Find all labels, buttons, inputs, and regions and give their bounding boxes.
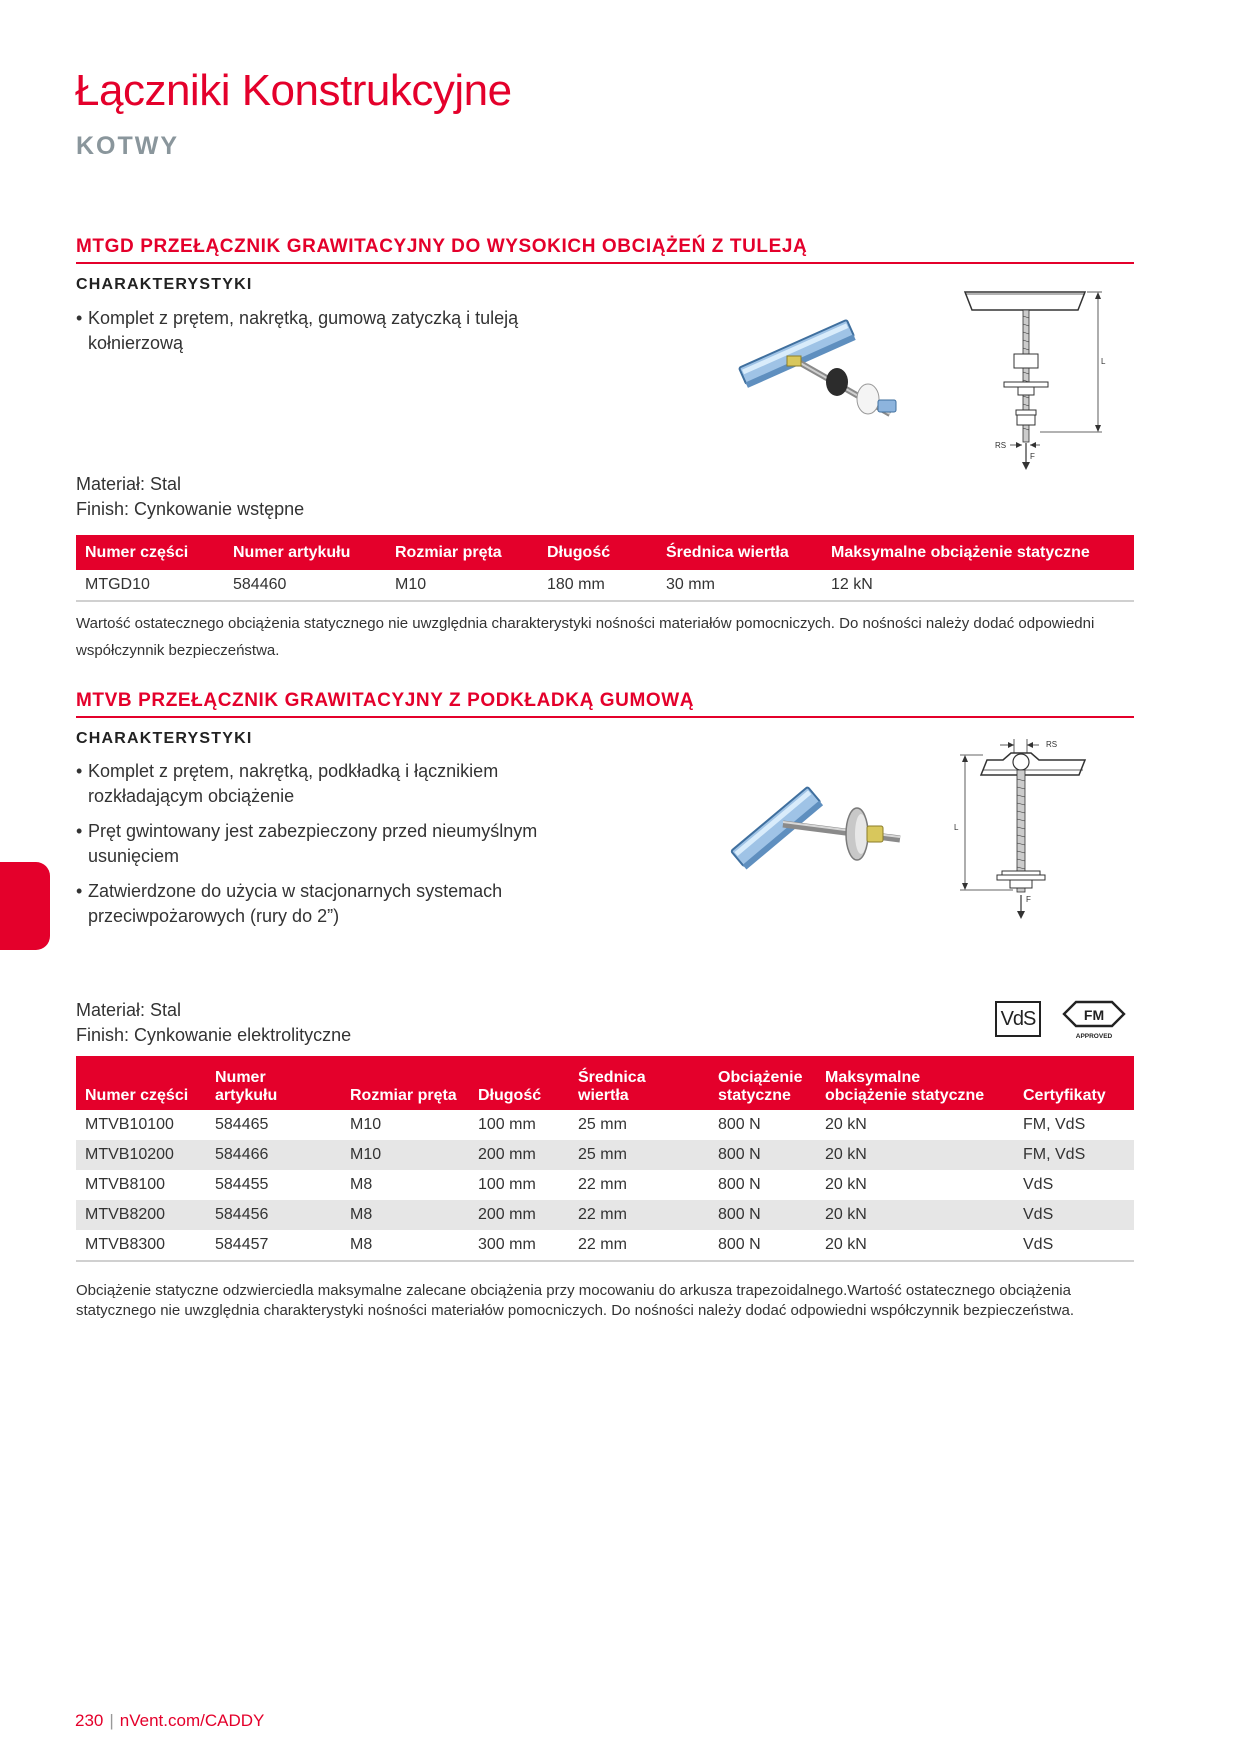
mtvb-cell-article-number: 584456	[206, 1200, 341, 1230]
mtgd-feature-list	[76, 306, 546, 366]
mtgd-header-length: Długość	[538, 535, 657, 570]
mtgd-spec-table	[76, 535, 1134, 602]
mtvb-cell-article-number: 584465	[215, 1116, 269, 1133]
table-row	[76, 1140, 1134, 1170]
fm-approved-text: APPROVED	[1075, 1033, 1113, 1040]
mtvb-cell-length: 200 mm	[469, 1140, 569, 1170]
mtvb-cell-drill-diameter: 22 mm	[569, 1230, 709, 1261]
mtgd-force-label: F	[1030, 452, 1035, 461]
mtvb-cell-part-number: MTVB8100	[85, 1176, 166, 1193]
mtvb-cell-certificates: VdS	[1014, 1230, 1134, 1261]
mtvb-cell-drill-diameter: 22 mm	[569, 1200, 709, 1230]
mtvb-cell-static-load: 800 N	[709, 1200, 816, 1230]
mtgd-section-title: MTGD PRZEŁĄCZNIK GRAWITACYJNY DO WYSOKICH OBCIĄŻEŃ Z TULEJĄ	[76, 236, 808, 257]
mtvb-feature-list	[76, 759, 546, 939]
footer-website-link[interactable]: nVent.com/CADDY	[119, 1711, 265, 1730]
mtgd-header-drill-diameter: Średnica wiertła	[657, 535, 822, 570]
mtvb-cell-article-number: 584455	[215, 1176, 269, 1193]
mtvb-cell-rod-size: M10	[341, 1140, 469, 1170]
mtgd-cell-drill-diameter: 30 mm	[657, 570, 822, 601]
page-footer	[75, 1711, 264, 1731]
mtgd-product-image	[735, 316, 915, 431]
mtgd-header-rod-size: Rozmiar pręta	[386, 535, 538, 570]
mtgd-note: Wartość ostatecznego obciążenia statycznego nie uwzględnia charakterystyki nośności materiałów pomocniczych. Do nośności należy dodać odpowiedni współczynnik bezpieczeństwa.	[76, 615, 1095, 659]
mtvb-cell-rod-size: M8	[341, 1230, 469, 1261]
mtgd-finish: Finish: Cynkowanie wstępne	[76, 499, 305, 519]
mtvb-cell-drill-diameter: 22 mm	[578, 1176, 627, 1193]
mtgd-title-rule	[76, 262, 1134, 264]
mtvb-characteristics-heading: CHARAKTERYSTYKI	[76, 730, 253, 747]
page-subtitle: KOTWY	[76, 132, 180, 160]
mtvb-product-image	[735, 772, 915, 887]
mtgd-cell-article-number: 584460	[224, 570, 386, 601]
table-row	[76, 1200, 1134, 1230]
mtvb-cell-certificates: VdS	[1014, 1200, 1134, 1230]
mtvb-cell-rod-size: M8	[341, 1200, 469, 1230]
mtgd-cell-max-static-load: 12 kN	[822, 570, 1134, 601]
mtvb-cell-length: 100 mm	[478, 1116, 536, 1133]
mtvb-cell-certificates: FM, VdS	[1023, 1116, 1086, 1133]
mtvb-cell-rod-size: M10	[350, 1116, 382, 1133]
mtvb-cell-part-number: MTVB8300	[76, 1230, 206, 1261]
mtgd-cell-rod-size: M10	[386, 570, 538, 601]
fm-logo-text: FM	[1083, 1007, 1105, 1023]
mtvb-feature-item: • Pręt gwintowany jest zabezpieczony przed nieumyślnym usunięciem	[76, 819, 546, 869]
mtvb-cell-length: 300 mm	[469, 1230, 569, 1261]
mtgd-rs-label: RS	[995, 441, 1007, 450]
mtvb-rs-label: RS	[1046, 740, 1058, 749]
page-number: 230	[75, 1711, 104, 1730]
mtvb-finish: Finish: Cynkowanie elektrolityczne	[76, 1025, 352, 1045]
page-title: Łączniki Konstrukcyjne	[75, 66, 512, 115]
mtvb-cell-max-static-load: 20 kN	[825, 1116, 867, 1133]
mtvb-note: Obciążenie statyczne odzwierciedla maksymalne zalecane obciążenia przy mocowaniu do arkusza trapezoidalnego.Wartość ostatecznego obciążenia statycznego nie uwzględnia charakterystyki nośności materiałów pomocniczych. Do nośności należy dodać odpowiedni współczynnik bezpieczeństwa.	[76, 1282, 1075, 1319]
mtvb-cell-part-number: MTVB10100	[85, 1116, 174, 1133]
table-row	[76, 1110, 1134, 1140]
table-row	[76, 1170, 1134, 1200]
mtgd-header-max-static-load: Maksymalne obciążenie statyczne	[822, 535, 1134, 570]
mtgd-material: Materiał: Stal	[76, 474, 182, 494]
mtgd-feature-item: • Komplet z prętem, nakrętką, gumową zatyczką i tuleją kołnierzową	[76, 306, 546, 356]
mtvb-cell-rod-size: M8	[350, 1176, 373, 1193]
mtgd-header-article-number: Numer artykułu	[224, 535, 386, 570]
mtvb-header-static-load: Obciążenie statyczne	[709, 1056, 816, 1110]
mtvb-header-part-number: Numer części	[76, 1056, 206, 1110]
mtvb-header-max-static-load: Maksymalne obciążenie statyczne	[816, 1056, 1014, 1110]
mtvb-feature-item: • Komplet z prętem, nakrętką, podkładką i łącznikiem rozkładającym obciążenie	[76, 759, 546, 809]
mtvb-cell-static-load: 800 N	[709, 1140, 816, 1170]
mtvb-cell-certificates: VdS	[1023, 1176, 1054, 1193]
mtgd-cell-part-number: MTGD10	[76, 570, 224, 601]
mtvb-cell-article-number: 584457	[206, 1230, 341, 1261]
mtvb-header-rod-size: Rozmiar pręta	[341, 1056, 469, 1110]
mtgd-header-part-number: Numer części	[76, 535, 224, 570]
table-row	[76, 570, 1134, 601]
mtvb-cell-max-static-load: 20 kN	[816, 1230, 1014, 1261]
mtgd-technical-drawing	[960, 280, 1120, 470]
table-row	[76, 1230, 1134, 1261]
mtvb-header-drill-diameter: Średnica wiertła	[569, 1056, 709, 1110]
mtvb-cell-length: 200 mm	[469, 1200, 569, 1230]
mtvb-cell-static-load: 800 N	[718, 1116, 761, 1133]
mtgd-cell-length: 180 mm	[538, 570, 657, 601]
mtvb-section-title: MTVB PRZEŁĄCZNIK GRAWITACYJNY Z PODKŁADKĄ GUMOWĄ	[76, 690, 695, 711]
mtvb-title-rule	[76, 716, 1134, 718]
mtvb-cell-part-number: MTVB8200	[76, 1200, 206, 1230]
chapter-side-tab	[0, 862, 50, 950]
mtvb-cell-static-load: 800 N	[709, 1230, 816, 1261]
mtvb-header-length: Długość	[469, 1056, 569, 1110]
mtvb-cell-max-static-load: 20 kN	[825, 1176, 867, 1193]
mtvb-cell-static-load: 800 N	[718, 1176, 761, 1193]
mtvb-cell-length: 100 mm	[478, 1176, 536, 1193]
mtvb-cell-max-static-load: 20 kN	[816, 1140, 1014, 1170]
mtvb-cell-max-static-load: 20 kN	[816, 1200, 1014, 1230]
mtgd-characteristics-heading: CHARAKTERYSTYKI	[76, 276, 253, 293]
mtvb-material: Materiał: Stal	[76, 1000, 182, 1020]
mtvb-spec-table	[76, 1056, 1134, 1262]
mtvb-force-label: F	[1026, 895, 1031, 904]
mtvb-feature-item: • Zatwierdzone do użycia w stacjonarnych systemach przeciwpożarowych (rury do 2”)	[76, 879, 546, 929]
vds-certification-logo: VdS	[995, 1001, 1041, 1037]
mtgd-length-label: L	[1101, 357, 1106, 366]
fm-approved-logo	[1060, 998, 1128, 1042]
mtvb-length-label: L	[954, 823, 959, 832]
mtvb-cell-drill-diameter: 25 mm	[578, 1116, 627, 1133]
mtvb-header-article-number: Numer artykułu	[206, 1056, 341, 1110]
footer-separator: |	[109, 1711, 114, 1730]
mtvb-header-certificates: Certyfikaty	[1014, 1056, 1134, 1110]
mtvb-cell-certificates: FM, VdS	[1014, 1140, 1134, 1170]
mtvb-cell-article-number: 584466	[206, 1140, 341, 1170]
mtvb-cell-part-number: MTVB10200	[76, 1140, 206, 1170]
mtvb-technical-drawing	[955, 735, 1120, 920]
mtvb-cell-drill-diameter: 25 mm	[569, 1140, 709, 1170]
